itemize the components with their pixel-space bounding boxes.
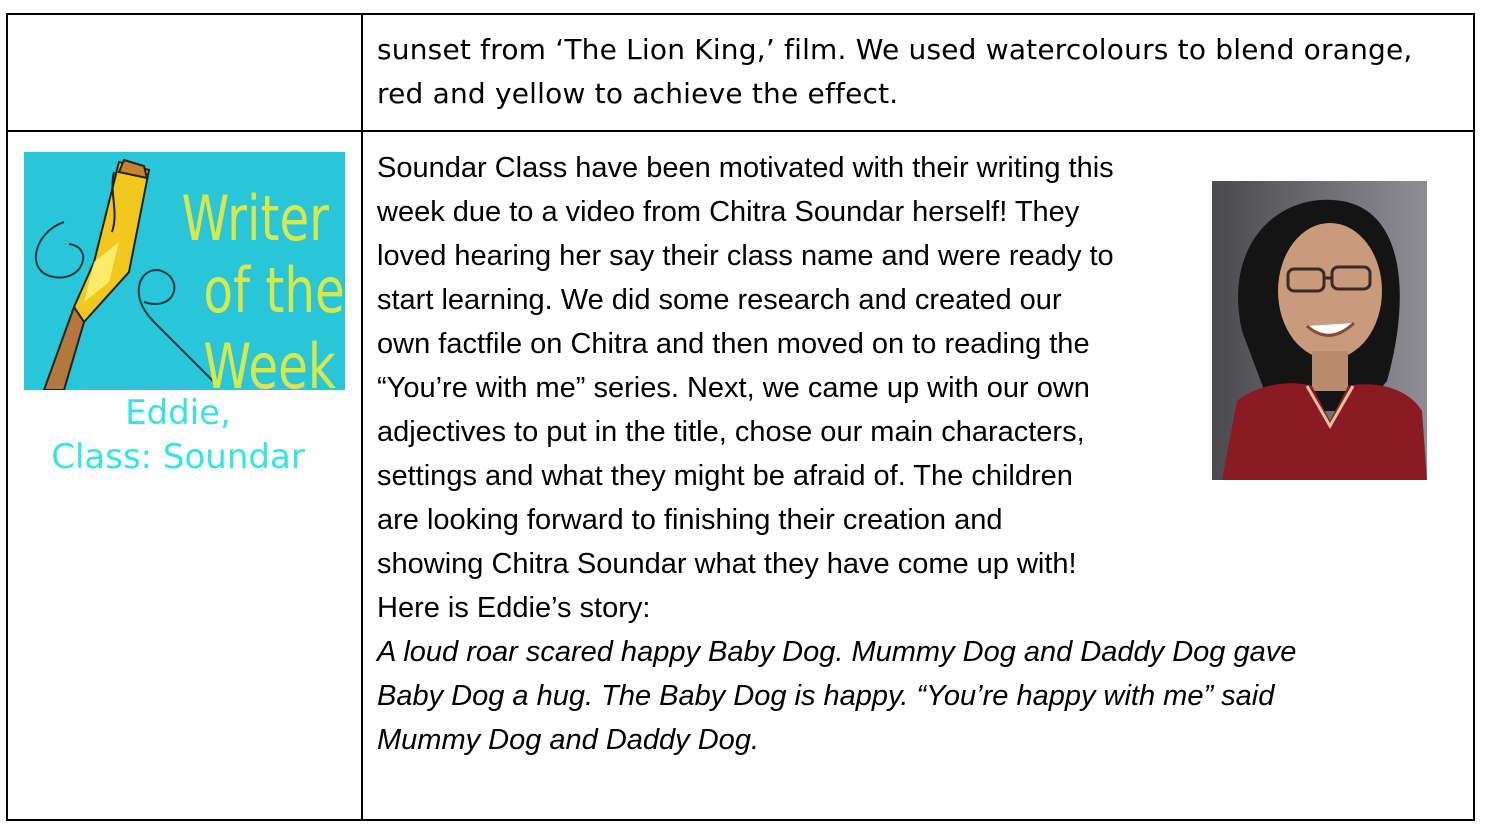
body-line: are looking forward to finishing their creation and: [377, 504, 1003, 536]
logo-line-week: Week: [203, 331, 336, 390]
story-line: Mummy Dog and Daddy Dog.: [377, 724, 759, 756]
body-line: week due to a video from Chitra Soundar herself! They: [377, 196, 1080, 228]
body-line: adjectives to put in the title, chose our main characters,: [377, 416, 1085, 448]
pencil-icon: [24, 152, 345, 390]
student-caption: [18, 391, 338, 479]
student-name: Eddie,: [125, 393, 231, 433]
writer-of-the-week-badge: [24, 152, 345, 390]
body-line: showing Chitra Soundar what they have come up with!: [377, 548, 1077, 580]
body-line: loved hearing her say their class name and were ready to: [377, 240, 1114, 272]
logo-line-of-the: of the: [203, 255, 345, 328]
story-line: Baby Dog a hug. The Baby Dog is happy. “You’re happy with me” said: [377, 680, 1275, 712]
column-divider: [361, 15, 363, 819]
body-line: own factfile on Chitra and then moved on to reading the: [377, 328, 1090, 360]
document-table: [6, 13, 1475, 821]
body-line: Here is Eddie’s story:: [377, 592, 651, 624]
body-line: Soundar Class have been motivated with their writing this: [377, 152, 1114, 184]
logo-line-writer: Writer: [181, 183, 330, 256]
top-text-line: red and yellow to achieve the effect.: [377, 77, 899, 110]
story-line: A loud roar scared happy Baby Dog. Mummy Dog and Daddy Dog gave: [377, 636, 1297, 668]
author-portrait-photo: [1212, 181, 1427, 480]
student-class: Class: Soundar: [51, 437, 305, 477]
author-portrait: [1212, 181, 1427, 480]
body-line: “You’re with me” series. Next, we came up with our own: [377, 372, 1090, 404]
row-divider: [8, 130, 1473, 132]
top-row-text: [377, 28, 1467, 116]
body-line: start learning. We did some research and created our: [377, 284, 1062, 316]
body-line: settings and what they might be afraid of. The children: [377, 460, 1073, 492]
top-text-line: sunset from ‘The Lion King,’ film. We used watercolours to blend orange,: [377, 33, 1413, 66]
